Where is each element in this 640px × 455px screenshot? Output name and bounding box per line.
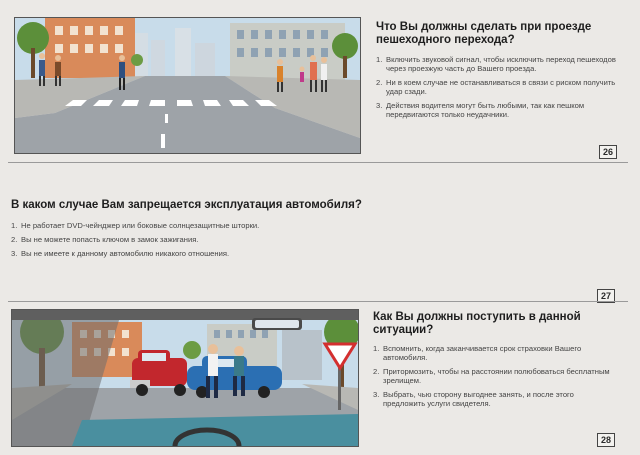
page-number: 26: [599, 145, 617, 159]
answer-list: [11, 221, 431, 263]
question-card-26: [0, 0, 640, 160]
question-title: В каком случае Вам запрещается эксплуатация автомобиля?: [11, 199, 362, 211]
crosswalk-illustration: [14, 17, 361, 154]
accident-illustration: [11, 309, 359, 447]
answer-option-2[interactable]: 2. Притормозить, чтобы на расстоянии полюбоваться бесплатным зрелищем.: [373, 367, 610, 385]
answer-option-3[interactable]: 3. Вы не имеете к данному автомобилю никакого отношения.: [11, 249, 230, 258]
answer-option-1[interactable]: 1. Вспомнить, когда заканчивается срок страховки Вашего автомобиля.: [373, 344, 582, 362]
answer-list: [376, 55, 616, 124]
page-number: 28: [597, 433, 615, 447]
answer-option-2[interactable]: 2. Ни в коем случае не останавливаться в связи с риском получить удар сзади.: [376, 78, 616, 96]
answer-option-3[interactable]: 3. Выбрать, чью сторону выгоднее занять, и после этого предложить услуги свидетеля.: [373, 390, 574, 408]
question-title: Что Вы должны сделать при проезде пешеходного перехода?: [376, 21, 592, 46]
question-card-27: [0, 176, 640, 301]
card-divider: [8, 162, 628, 163]
question-title: Как Вы должны поступить в данной ситуации?: [373, 311, 581, 336]
answer-list: [373, 344, 613, 413]
answer-option-1[interactable]: 1. Не работает DVD-чейнджер или боковые солнцезащитные шторки.: [11, 221, 260, 230]
answer-option-1[interactable]: 1. Включить звуковой сигнал, чтобы исключить переход пешеходов через проезжую часть до Вашего проезда.: [376, 55, 616, 73]
question-card-28: [0, 302, 640, 455]
answer-option-3[interactable]: 3. Действия водителя могут быть любыми, так как пешком передвигаются только неудачники.: [376, 101, 585, 119]
answer-option-2[interactable]: 2. Вы не можете попасть ключом в замок зажигания.: [11, 235, 199, 244]
page-number: 27: [597, 289, 615, 303]
